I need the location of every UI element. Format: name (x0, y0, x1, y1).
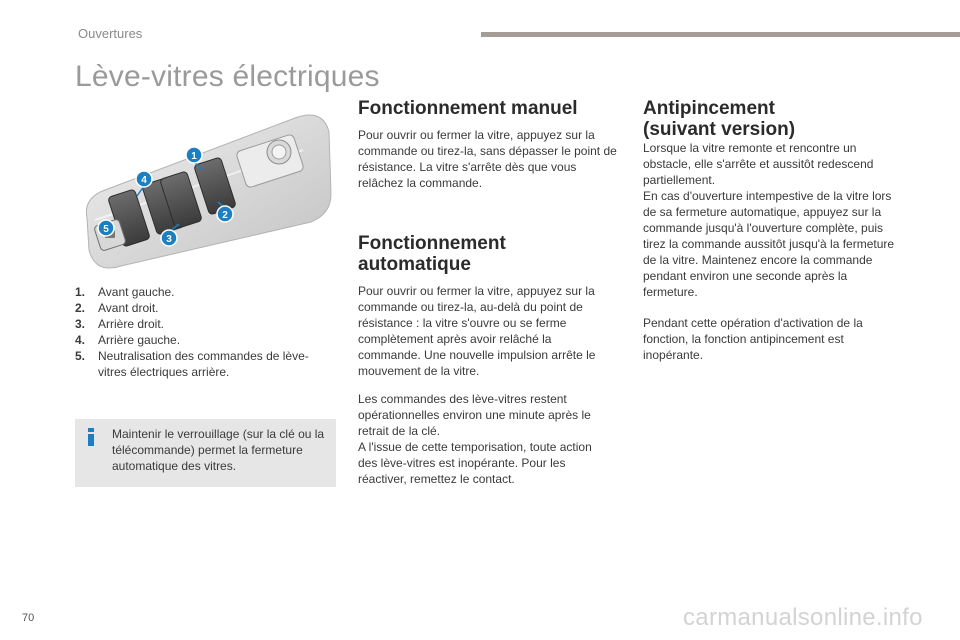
info-icon (85, 428, 97, 446)
legend-text: Neutralisation des commandes de lève-vitres électriques arrière. (98, 349, 309, 379)
legend-text: Arrière droit. (98, 317, 165, 331)
callout-5-label: 5 (103, 224, 109, 235)
legend-text: Avant droit. (98, 301, 159, 315)
page-title: Lève-vitres électriques (75, 60, 380, 93)
legend-number: 1. (75, 285, 86, 299)
antipinch-paragraph-3: Pendant cette opération d'activation de la fonction, la fonction antipincement est inopérante. (643, 316, 863, 362)
legend-number: 3. (75, 317, 86, 331)
legend-number: 5. (75, 349, 86, 363)
callout-2-label: 2 (222, 210, 228, 221)
legend-number: 4. (75, 333, 86, 347)
section-label: Ouvertures (78, 26, 143, 41)
legend-item (75, 348, 335, 380)
window-switch-panel-figure (75, 110, 337, 278)
legend-text: Avant gauche. (98, 285, 175, 299)
callout-3-label: 3 (166, 234, 172, 245)
automatic-paragraph-3: A l'issue de cette temporisation, toute action des lève-vitres est inopérante. Pour les réactiver, remettez le contact. (358, 440, 592, 486)
info-text: Maintenir le verrouillage (sur la clé ou la télécommande) permet la fermeture automatique des vitres. (112, 427, 325, 473)
legend-number: 2. (75, 301, 86, 315)
callout-5 (98, 220, 114, 236)
antipinch-heading: Antipincement (suivant version) (643, 98, 796, 140)
legend-item (75, 316, 335, 332)
callout-1-label: 1 (191, 151, 197, 162)
manual-heading: Fonctionnement manuel (358, 98, 578, 119)
watermark: carmanualsonline.info (683, 604, 923, 631)
manual-paragraph: Pour ouvrir ou fermer la vitre, appuyez sur la commande ou tirez-la, sans dépasser le point de résistance. La vitre s'arrête dès que vous relâchez la commande. (358, 128, 617, 190)
automatic-heading: Fonctionnement automatique (358, 233, 506, 275)
legend-text: Arrière gauche. (98, 333, 181, 347)
figure-legend (75, 284, 335, 380)
antipinch-paragraph-2: En cas d'ouverture intempestive de la vitre lors de sa fermeture automatique, appuyez sur la commande jusqu'à l'ouverture complète, puis tirez la commande aussitôt jusqu'à la fermeture de la vitre. Maintenez encore la commande pendant environ une seconde après la fermeture. (643, 189, 895, 299)
automatic-paragraph-1: Pour ouvrir ou fermer la vitre, appuyez sur la commande ou tirez-la, au-delà du point de résistance : la vitre s'ouvre ou se ferme complètement après avoir relâché la commande. Une nouvelle impulsion arrête le mouvement de la vitre. (358, 284, 596, 378)
legend-item (75, 332, 335, 348)
automatic-paragraph-2: Les commandes des lève-vitres restent opérationnelles environ une minute après le retrait de la clé. (358, 392, 591, 438)
callout-4-label: 4 (141, 175, 147, 186)
page-number: 70 (22, 612, 35, 624)
info-box (75, 419, 336, 487)
legend-item (75, 300, 335, 316)
legend-item (75, 284, 335, 300)
antipinch-paragraph-1: Lorsque la vitre remonte et rencontre un obstacle, elle s'arrête et aussitôt redescend partiellement. (643, 141, 874, 187)
header-bar (481, 32, 960, 37)
